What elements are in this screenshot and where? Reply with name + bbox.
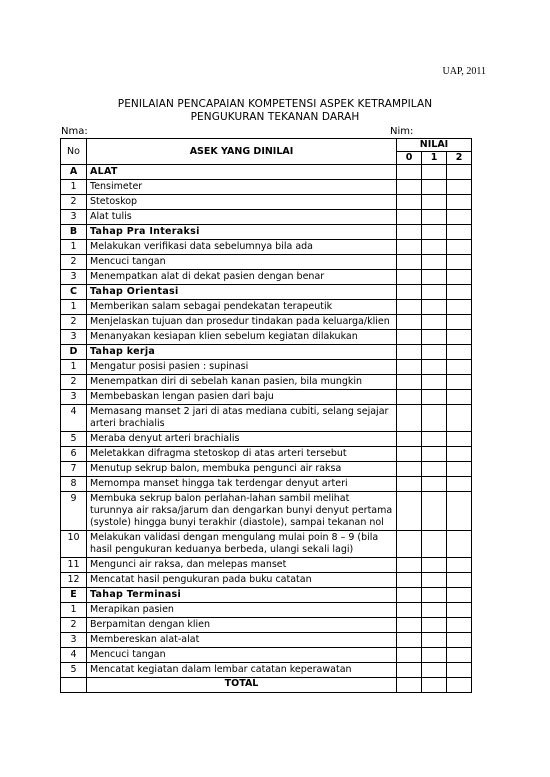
- score-cell-0[interactable]: [397, 225, 422, 240]
- score-header-0: 0: [397, 152, 422, 165]
- score-cell-1[interactable]: [422, 477, 447, 492]
- row-description: Memasang manset 2 jari di atas mediana cubiti, selang sejajar arteri brachialis: [87, 405, 397, 432]
- score-cell-2[interactable]: [447, 360, 472, 375]
- score-cell-2[interactable]: [447, 405, 472, 432]
- table-row: [61, 240, 472, 255]
- score-cell-0[interactable]: [397, 603, 422, 618]
- score-cell-2[interactable]: [447, 573, 472, 588]
- row-number: 2: [61, 618, 87, 633]
- score-cell-0[interactable]: [397, 180, 422, 195]
- score-cell-0[interactable]: [397, 447, 422, 462]
- row-description: Mengunci air raksa, dan melepas manset: [87, 558, 397, 573]
- score-cell-0[interactable]: [397, 492, 422, 531]
- table-row: [61, 663, 472, 678]
- row-number: 6: [61, 447, 87, 462]
- table-row: [61, 648, 472, 663]
- row-number: 1: [61, 180, 87, 195]
- score-cell-2[interactable]: [447, 390, 472, 405]
- row-number: 3: [61, 633, 87, 648]
- row-number: A: [61, 165, 87, 180]
- table-row: [61, 315, 472, 330]
- score-cell-1[interactable]: [422, 648, 447, 663]
- score-cell-0[interactable]: [397, 462, 422, 477]
- row-number: C: [61, 285, 87, 300]
- score-cell-0[interactable]: [397, 375, 422, 390]
- row-number: 4: [61, 405, 87, 432]
- score-cell-0[interactable]: [397, 255, 422, 270]
- score-cell-1[interactable]: [422, 432, 447, 447]
- score-cell-2[interactable]: [447, 447, 472, 462]
- score-cell-2[interactable]: [447, 210, 472, 225]
- row-description: Menanyakan kesiapan klien sebelum kegiatan dilakukan: [87, 330, 397, 345]
- score-cell-0[interactable]: [397, 558, 422, 573]
- score-cell-1[interactable]: [422, 573, 447, 588]
- table-row: [61, 447, 472, 462]
- score-cell-0[interactable]: [397, 390, 422, 405]
- total-label: TOTAL: [87, 678, 397, 693]
- score-cell-1[interactable]: [422, 558, 447, 573]
- row-number: 1: [61, 240, 87, 255]
- row-description: Membereskan alat-alat: [87, 633, 397, 648]
- score-cell-1[interactable]: [422, 405, 447, 432]
- score-cell-2[interactable]: [447, 330, 472, 345]
- total-blank: [61, 678, 87, 693]
- score-cell-2[interactable]: [447, 165, 472, 180]
- row-description: Melakukan verifikasi data sebelumnya bila ada: [87, 240, 397, 255]
- row-description: Memompa manset hingga tak terdengar denyut arteri: [87, 477, 397, 492]
- score-cell-0[interactable]: [397, 648, 422, 663]
- row-number: E: [61, 588, 87, 603]
- row-number: 3: [61, 210, 87, 225]
- score-cell-0[interactable]: [397, 345, 422, 360]
- table-row: [61, 603, 472, 618]
- header-year: UAP, 2011: [442, 66, 486, 77]
- score-cell-2[interactable]: [447, 285, 472, 300]
- score-cell-2[interactable]: [447, 180, 472, 195]
- section-title: Tahap Orientasi: [87, 285, 397, 300]
- score-cell-0[interactable]: [397, 531, 422, 558]
- row-description: Mencuci tangan: [87, 648, 397, 663]
- score-cell-0[interactable]: [397, 360, 422, 375]
- score-header-2: 2: [447, 152, 472, 165]
- score-cell-1[interactable]: [422, 330, 447, 345]
- table-row: [61, 573, 472, 588]
- section-row: [61, 285, 472, 300]
- section-title: Tahap kerja: [87, 345, 397, 360]
- score-cell-1[interactable]: [422, 225, 447, 240]
- score-cell-2[interactable]: [447, 477, 472, 492]
- row-number: 12: [61, 573, 87, 588]
- row-description: Stetoskop: [87, 195, 397, 210]
- table-row: [61, 633, 472, 648]
- score-cell-2[interactable]: [447, 648, 472, 663]
- row-description: Merapikan pasien: [87, 603, 397, 618]
- row-number: 1: [61, 603, 87, 618]
- row-number: 1: [61, 360, 87, 375]
- score-cell-2[interactable]: [447, 225, 472, 240]
- score-cell-1[interactable]: [422, 375, 447, 390]
- table-row: [61, 492, 472, 531]
- table-row: [61, 390, 472, 405]
- score-cell-0[interactable]: [397, 573, 422, 588]
- score-cell-0[interactable]: [397, 270, 422, 285]
- row-description: Alat tulis: [87, 210, 397, 225]
- row-description: Menempatkan diri di sebelah kanan pasien, bila mungkin: [87, 375, 397, 390]
- score-cell-0[interactable]: [397, 330, 422, 345]
- score-cell-2[interactable]: [447, 315, 472, 330]
- score-cell-0[interactable]: [397, 588, 422, 603]
- table-row: [61, 255, 472, 270]
- table-row: [61, 330, 472, 345]
- score-cell-1[interactable]: [422, 588, 447, 603]
- score-cell-2[interactable]: [447, 603, 472, 618]
- score-cell-0[interactable]: [397, 315, 422, 330]
- table-row: [61, 195, 472, 210]
- row-number: 3: [61, 390, 87, 405]
- score-cell-0[interactable]: [397, 300, 422, 315]
- score-cell-0[interactable]: [397, 165, 422, 180]
- score-cell-1[interactable]: [422, 210, 447, 225]
- row-description: Menutup sekrup balon, membuka pengunci air raksa: [87, 462, 397, 477]
- row-description: Mencuci tangan: [87, 255, 397, 270]
- row-number: 2: [61, 375, 87, 390]
- score-cell-1[interactable]: [422, 315, 447, 330]
- row-description: Melakukan validasi dengan mengulang mulai poin 8 – 9 (bila hasil pengukuran keduanya berbeda, ulangi sekali lagi): [87, 531, 397, 558]
- row-description: Menempatkan alat di dekat pasien dengan benar: [87, 270, 397, 285]
- row-number: B: [61, 225, 87, 240]
- score-cell-1[interactable]: [422, 165, 447, 180]
- row-description: Meletakkan difragma stetoskop di atas arteri tersebut: [87, 447, 397, 462]
- table-row: [61, 477, 472, 492]
- score-cell-0[interactable]: [397, 285, 422, 300]
- section-title: Tahap Terminasi: [87, 588, 397, 603]
- score-cell-2[interactable]: [447, 618, 472, 633]
- row-description: Tensimeter: [87, 180, 397, 195]
- header-aspek: ASEK YANG DINILAI: [87, 139, 397, 165]
- score-cell-1[interactable]: [422, 345, 447, 360]
- table-row: [61, 360, 472, 375]
- score-cell-0[interactable]: [397, 618, 422, 633]
- header-nilai: NILAI: [397, 139, 472, 152]
- section-title: ALAT: [87, 165, 397, 180]
- row-description: Menjelaskan tujuan dan prosedur tindakan pada keluarga/klien: [87, 315, 397, 330]
- row-description: Mengatur posisi pasien : supinasi: [87, 360, 397, 375]
- doc-title-line2: PENGUKURAN TEKANAN DARAH: [190, 111, 360, 123]
- score-cell-1[interactable]: [422, 603, 447, 618]
- table-row: [61, 210, 472, 225]
- score-cell-2[interactable]: [447, 531, 472, 558]
- row-description: Mencatat hasil pengukuran pada buku catatan: [87, 573, 397, 588]
- score-cell-2[interactable]: [447, 270, 472, 285]
- score-cell-1[interactable]: [422, 462, 447, 477]
- score-cell-0[interactable]: [397, 240, 422, 255]
- row-number: 4: [61, 648, 87, 663]
- section-row: [61, 165, 472, 180]
- score-cell-1[interactable]: [422, 531, 447, 558]
- score-cell-1[interactable]: [422, 300, 447, 315]
- score-cell-1[interactable]: [422, 255, 447, 270]
- score-cell-1[interactable]: [422, 240, 447, 255]
- row-number: 8: [61, 477, 87, 492]
- table-row: [61, 558, 472, 573]
- row-number: D: [61, 345, 87, 360]
- score-cell-2[interactable]: [447, 588, 472, 603]
- score-cell-2[interactable]: [447, 345, 472, 360]
- row-number: 2: [61, 315, 87, 330]
- row-description: Berpamitan dengan klien: [87, 618, 397, 633]
- nim-label: Nim:: [390, 126, 414, 137]
- row-number: 11: [61, 558, 87, 573]
- score-cell-1[interactable]: [422, 390, 447, 405]
- table-row: [61, 405, 472, 432]
- score-cell-2[interactable]: [447, 300, 472, 315]
- section-row: [61, 225, 472, 240]
- score-cell-1[interactable]: [422, 663, 447, 678]
- score-cell-1[interactable]: [422, 360, 447, 375]
- score-cell-0[interactable]: [397, 210, 422, 225]
- name-label: Nma:: [61, 126, 88, 137]
- header-no: No: [61, 139, 87, 165]
- score-cell-2[interactable]: [447, 255, 472, 270]
- score-cell-2[interactable]: [447, 663, 472, 678]
- score-cell-2[interactable]: [447, 633, 472, 648]
- score-cell-1[interactable]: [422, 618, 447, 633]
- score-cell-1[interactable]: [422, 633, 447, 648]
- score-cell-0[interactable]: [397, 663, 422, 678]
- table-row: [61, 462, 472, 477]
- section-title: Tahap Pra Interaksi: [87, 225, 397, 240]
- table-row: [61, 531, 472, 558]
- row-description: Membebaskan lengan pasien dari baju: [87, 390, 397, 405]
- section-row: [61, 345, 472, 360]
- table-row: [61, 180, 472, 195]
- total-cell[interactable]: [397, 678, 422, 693]
- score-cell-1[interactable]: [422, 195, 447, 210]
- row-description: Meraba denyut arteri brachialis: [87, 432, 397, 447]
- row-number: 1: [61, 300, 87, 315]
- score-cell-1[interactable]: [422, 285, 447, 300]
- score-cell-0[interactable]: [397, 195, 422, 210]
- score-cell-0[interactable]: [397, 405, 422, 432]
- table-row: [61, 270, 472, 285]
- score-cell-2[interactable]: [447, 240, 472, 255]
- score-cell-2[interactable]: [447, 432, 472, 447]
- row-number: 7: [61, 462, 87, 477]
- score-cell-0[interactable]: [397, 432, 422, 447]
- score-cell-2[interactable]: [447, 195, 472, 210]
- score-cell-1[interactable]: [422, 270, 447, 285]
- row-number: 3: [61, 270, 87, 285]
- score-header-1: 1: [422, 152, 447, 165]
- score-cell-1[interactable]: [422, 492, 447, 531]
- assessment-table: [60, 138, 472, 693]
- row-number: 2: [61, 195, 87, 210]
- row-description: Memberikan salam sebagai pendekatan terapeutik: [87, 300, 397, 315]
- table-row: [61, 375, 472, 390]
- row-description: Membuka sekrup balon perlahan-lahan sambil melihat turunnya air raksa/jarum dan dengarkan bunyi denyut pertama (systole) hingga bunyi terakhir (diastole), sampai tekanan nol: [87, 492, 397, 531]
- score-cell-0[interactable]: [397, 633, 422, 648]
- total-cell[interactable]: [447, 678, 472, 693]
- score-cell-1[interactable]: [422, 447, 447, 462]
- table-row: [61, 432, 472, 447]
- score-cell-1[interactable]: [422, 180, 447, 195]
- total-cell[interactable]: [422, 678, 447, 693]
- score-cell-2[interactable]: [447, 375, 472, 390]
- score-cell-2[interactable]: [447, 492, 472, 531]
- row-number: 9: [61, 492, 87, 531]
- row-description: Mencatat kegiatan dalam lembar catatan keperawatan: [87, 663, 397, 678]
- score-cell-0[interactable]: [397, 477, 422, 492]
- table-row: [61, 300, 472, 315]
- score-cell-2[interactable]: [447, 462, 472, 477]
- row-number: 3: [61, 330, 87, 345]
- section-row: [61, 588, 472, 603]
- table-row: [61, 618, 472, 633]
- score-cell-2[interactable]: [447, 558, 472, 573]
- row-number: 2: [61, 255, 87, 270]
- row-number: 10: [61, 531, 87, 558]
- doc-title-line1: PENILAIAN PENCAPAIAN KOMPETENSI ASPEK KETRAMPILAN: [117, 98, 433, 110]
- row-number: 5: [61, 432, 87, 447]
- row-number: 5: [61, 663, 87, 678]
